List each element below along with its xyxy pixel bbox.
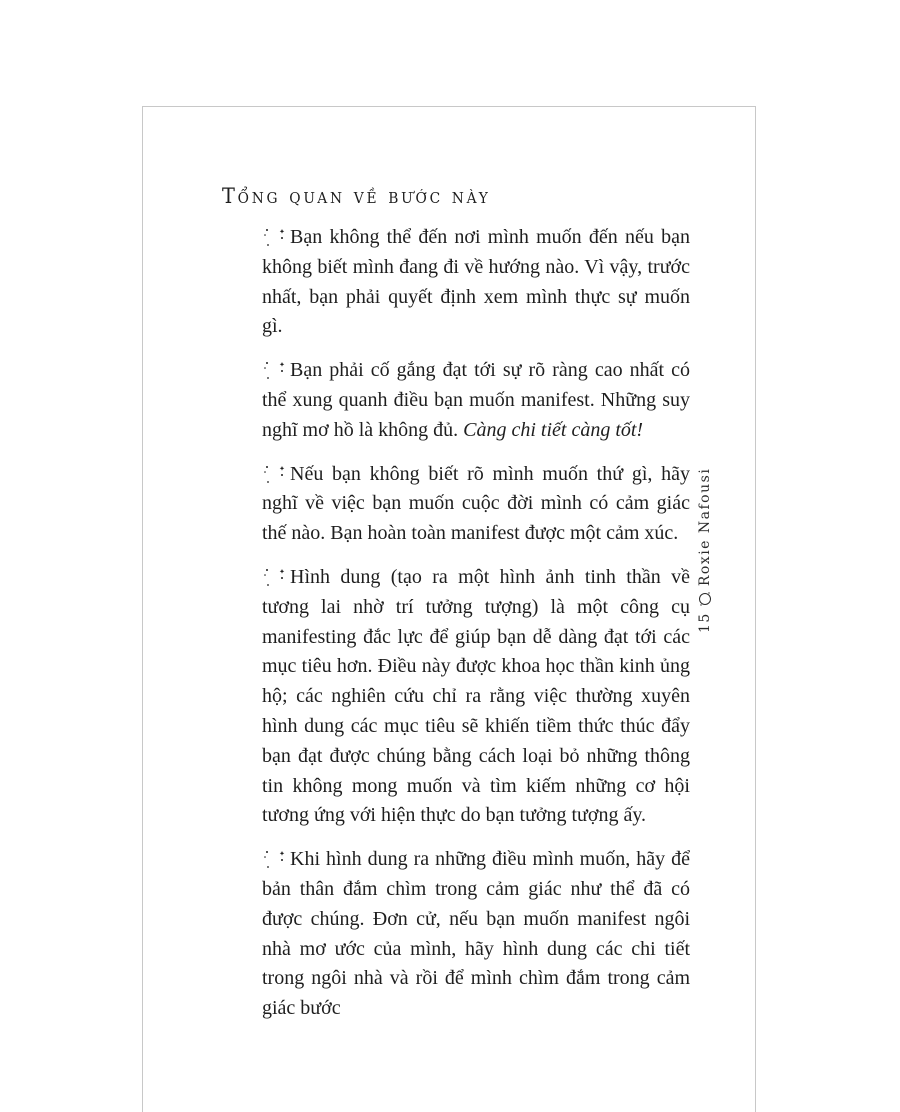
author-name: Roxie Nafousi bbox=[697, 467, 713, 587]
moon-face-ornament-icon bbox=[698, 591, 712, 607]
crescent-moon-stars-icon bbox=[262, 359, 286, 381]
list-item bbox=[262, 223, 690, 342]
list-item-text: Bạn không thể đến nơi mình muốn đến nếu bạn không biết mình đang đi về hướng nào. Vì vậy, trước nhất, bạn phải quyết định xem mình thực sự muốn gì. bbox=[262, 226, 690, 338]
list-item bbox=[262, 460, 690, 549]
page-number: 15 bbox=[697, 612, 713, 633]
crescent-moon-stars-icon bbox=[262, 226, 286, 248]
list-item bbox=[262, 563, 690, 831]
crescent-moon-stars-icon bbox=[262, 848, 286, 870]
list-item-emphasis: Càng chi tiết càng tốt! bbox=[463, 418, 644, 441]
section-heading: Tổng quan về bước này bbox=[222, 184, 491, 208]
list-item bbox=[262, 356, 690, 445]
list-item-text: Bạn phải cố gắng đạt tới sự rõ ràng cao nhất có thể xung quanh điều bạn muốn manifest. Những suy nghĩ mơ hồ là không đủ. bbox=[262, 359, 690, 441]
running-footer bbox=[697, 468, 713, 633]
list-item-text: Hình dung (tạo ra một hình ảnh tinh thần về tương lai nhờ trí tưởng tượng) là một công cụ manifesting đắc lực để giúp bạn dễ dàng đạt tới các mục tiêu hơn. Điều này được khoa học thần kinh ủng hộ; các nghiên cứu chỉ ra rằng việc thường xuyên hình dung các mục tiêu sẽ khiến tiềm thức thúc đẩy bạn đạt được chúng bằng cách loại bỏ những thông tin không mong muốn và tìm kiếm những cơ hội tương ứng với hiện thực do bạn tưởng tượng ấy. bbox=[262, 565, 690, 827]
list-item-text: Khi hình dung ra những điều mình muốn, hãy để bản thân đắm chìm trong cảm giác như thể đã có được chúng. Đơn cử, nếu bạn muốn manifest ngôi nhà mơ ước của mình, hãy hình dung các chi tiết trong ngôi nhà và rồi để mình chìm đắm trong cảm giác bước bbox=[262, 848, 690, 1020]
crescent-moon-stars-icon bbox=[262, 463, 286, 485]
crescent-moon-stars-icon bbox=[262, 566, 286, 588]
list-item bbox=[262, 845, 690, 1024]
list-item-text: Nếu bạn không biết rõ mình muốn thứ gì, hãy nghĩ về việc bạn muốn cuộc đời mình có cảm giác thế nào. Bạn hoàn toàn manifest được một cảm xúc. bbox=[262, 462, 690, 545]
bullet-list bbox=[262, 223, 690, 1038]
